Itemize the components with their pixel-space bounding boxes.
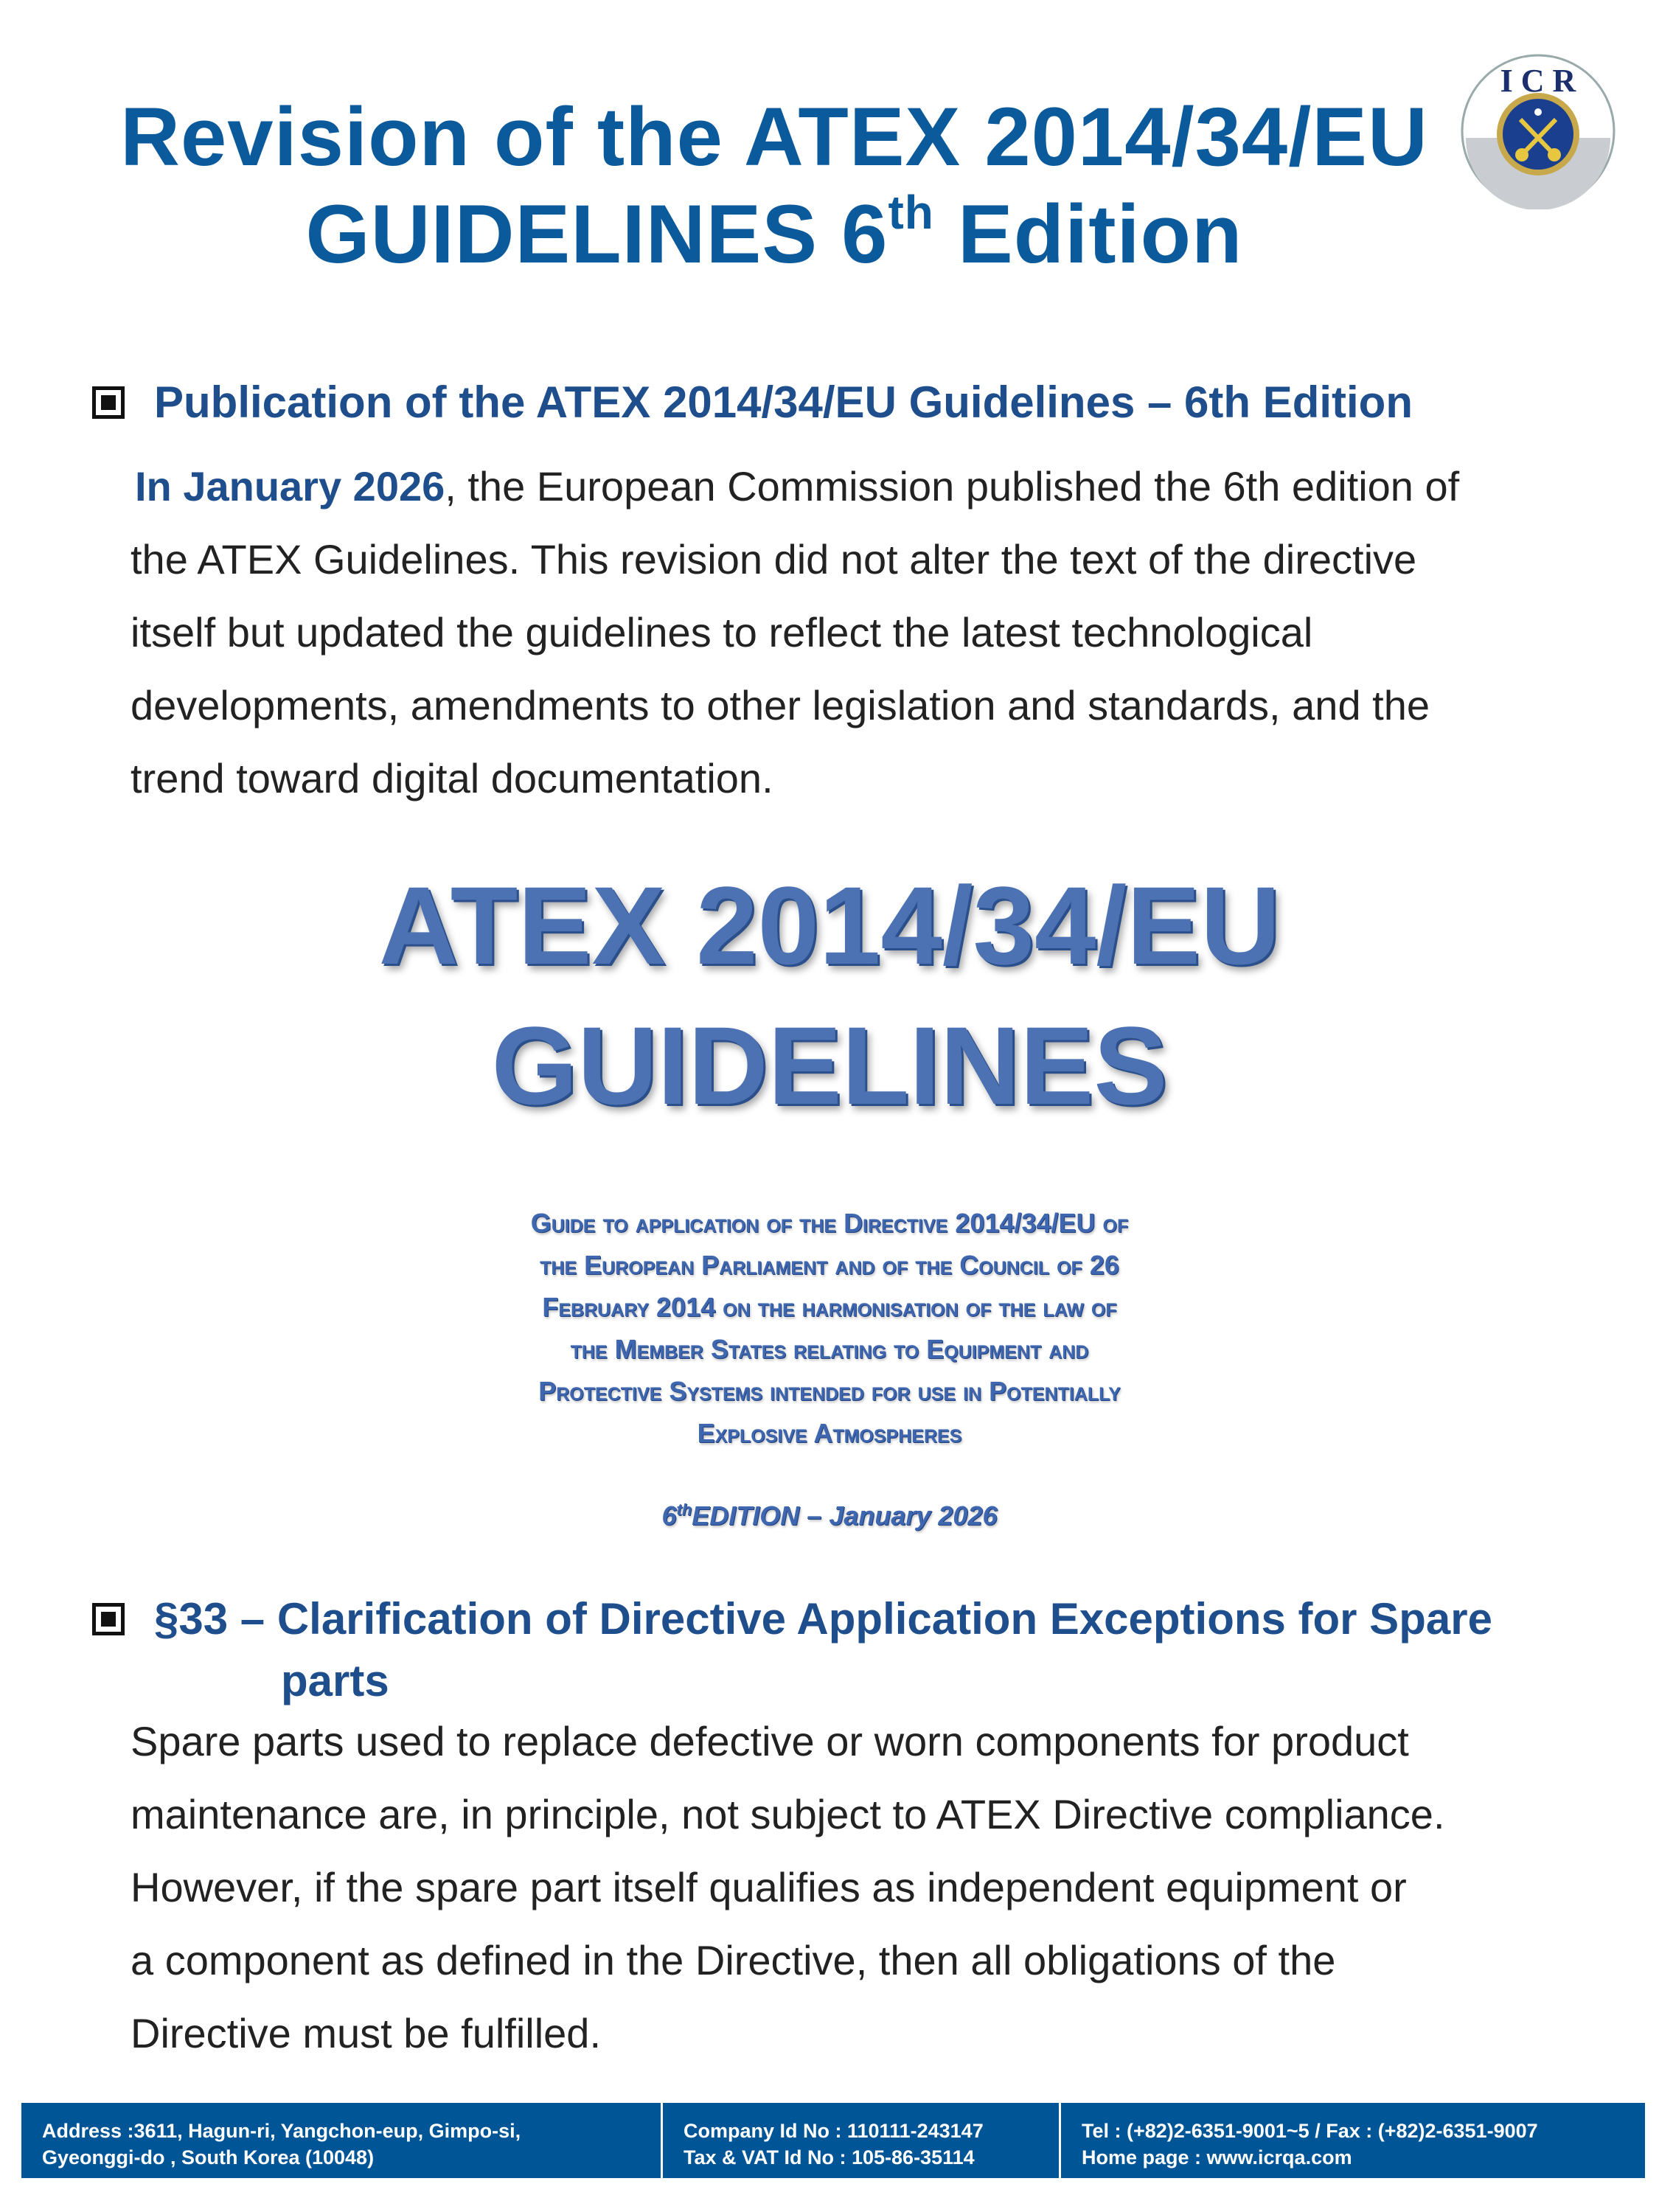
address-line: Gyeonggi-do , South Korea (10048) xyxy=(42,2146,375,2168)
square-bullet-icon xyxy=(92,1603,125,1635)
homepage-link[interactable]: Home page : www.icrqa.com xyxy=(1082,2146,1352,2168)
text-line: the ATEX Guidelines. This revision did not alter the text of the directive xyxy=(131,536,1417,582)
section-heading-publication xyxy=(92,380,1413,425)
page-title-line1: Revision of the ATEX 2014/34/EU xyxy=(120,91,1428,183)
guide-line: the Member States relating to Equipment and xyxy=(570,1334,1089,1364)
footer-ids xyxy=(661,2103,1059,2178)
guide-line: the European Parliament and of the Council of 26 xyxy=(540,1250,1119,1280)
text-line: trend toward digital documentation. xyxy=(131,755,773,801)
title-superscript: th xyxy=(888,186,934,239)
cover-title-line2: GUIDELINES xyxy=(491,1004,1168,1127)
heading-line: §33 – Clarification of Directive Application Exceptions for Spare xyxy=(154,1594,1492,1644)
footer-bar xyxy=(21,2103,1645,2178)
text-line: maintenance are, in principle, not subject to ATEX Directive compliance. xyxy=(131,1791,1445,1837)
icr-logo xyxy=(1460,53,1616,209)
section-heading-spare-parts xyxy=(92,1594,1492,1712)
edition-text: EDITION – January 2026 xyxy=(692,1500,998,1531)
text-line: itself but updated the guidelines to reflect the latest technological xyxy=(131,609,1313,655)
text-line: a component as defined in the Directive, then all obligations of the xyxy=(131,1937,1336,1983)
cover-edition xyxy=(0,1500,1659,1531)
guide-line: Explosive Atmospheres xyxy=(697,1418,962,1448)
svg-text:I C R: I C R xyxy=(1500,63,1576,99)
text-line: However, if the spare part itself qualifies as independent equipment or xyxy=(131,1864,1407,1910)
edition-number: 6 xyxy=(661,1500,677,1531)
heading-text xyxy=(154,1588,1492,1712)
spare-parts-paragraph xyxy=(131,1705,1445,2070)
text-line: developments, amendments to other legislation and standards, and the xyxy=(131,682,1430,728)
publication-paragraph xyxy=(131,450,1459,815)
lead-bold: In January 2026 xyxy=(135,463,445,509)
cover-guide-text xyxy=(0,1202,1659,1454)
address-line: Address :3611, Hagun-ri, Yangchon-eup, Gimpo-si, xyxy=(42,2120,521,2142)
title-text: Edition xyxy=(933,188,1243,280)
text-line: , the European Commission published the 6th edition of xyxy=(445,463,1460,509)
guide-line: Protective Systems intended for use in Potentially xyxy=(538,1376,1121,1406)
guide-line: Guide to application of the Directive 2014/34/EU of xyxy=(530,1208,1129,1238)
footer-contact xyxy=(1059,2103,1645,2178)
company-id: Company Id No : 110111-243147 xyxy=(684,2120,984,2142)
tel-fax: Tel : (+82)2-6351-9001~5 / Fax : (+82)2-6351-9007 xyxy=(1082,2120,1538,2142)
text-line: Directive must be fulfilled. xyxy=(131,2010,602,2056)
page-title-line2 xyxy=(0,186,1548,280)
edition-sup: th xyxy=(676,1500,692,1519)
heading-text: Publication of the ATEX 2014/34/EU Guidelines – 6th Edition xyxy=(154,378,1413,427)
square-bullet-icon xyxy=(92,386,125,419)
heading-line: parts xyxy=(281,1656,389,1705)
cover-title-line1: ATEX 2014/34/EU xyxy=(378,863,1281,987)
title-text: GUIDELINES 6 xyxy=(305,188,888,280)
guide-line: February 2014 on the harmonisation of the law of xyxy=(542,1292,1117,1322)
text-line: Spare parts used to replace defective or worn components for product xyxy=(131,1718,1409,1764)
footer-address xyxy=(21,2103,661,2178)
tax-id: Tax & VAT Id No : 105-86-35114 xyxy=(684,2146,975,2168)
